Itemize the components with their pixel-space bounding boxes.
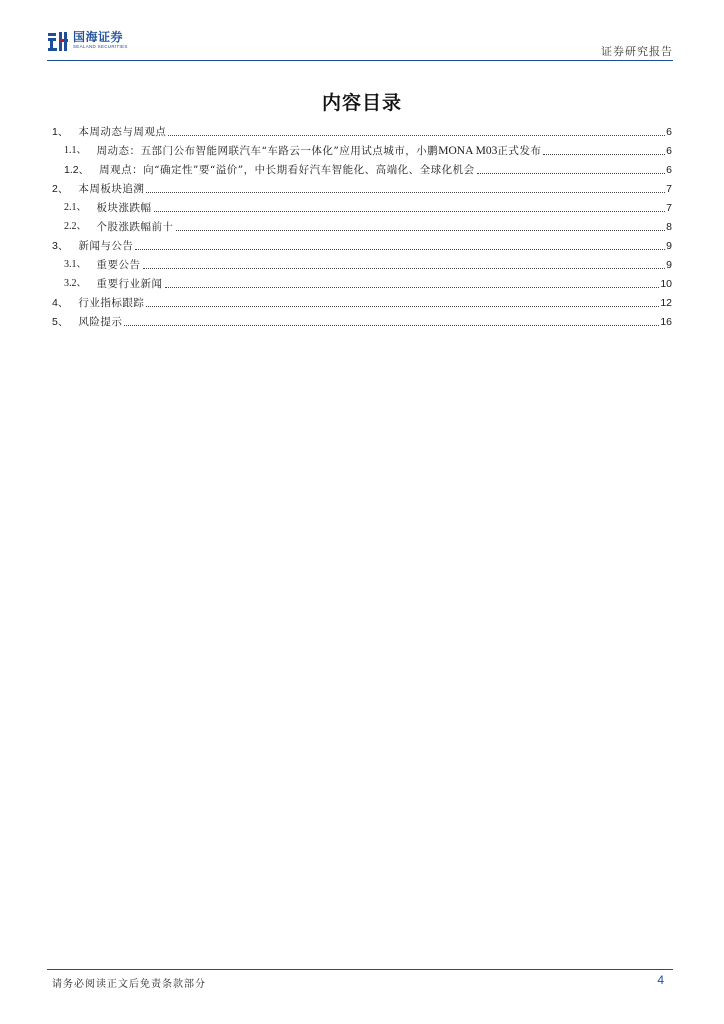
footer-disclaimer: 请务必阅读正文后免责条款部分: [52, 979, 206, 990]
toc-entry[interactable]: [52, 234, 672, 253]
toc-entry-page: 16: [660, 316, 672, 328]
toc-entry[interactable]: [52, 253, 672, 272]
toc-entry-page: 6: [666, 145, 672, 157]
toc-entry-number: 2、: [52, 183, 69, 195]
toc-entry-page: 6: [666, 164, 672, 176]
toc-dot-leader: [124, 325, 659, 326]
toc-entry-title-part: 正式发布: [497, 145, 542, 157]
toc-dot-leader: [477, 173, 665, 174]
header-divider: [47, 60, 673, 61]
toc-entry-title: 新闻与公告: [78, 240, 134, 252]
footer-page-number: 4: [657, 973, 664, 987]
toc-entry-number: 2.1、: [64, 202, 87, 213]
toc-entry[interactable]: [52, 158, 672, 177]
toc-entry-page: 8: [666, 221, 672, 233]
report-type-label: 证券研究报告: [601, 45, 673, 58]
toc-dot-leader: [176, 230, 666, 231]
toc-entry-title: 重要行业新闻: [96, 278, 163, 290]
toc-entry[interactable]: [52, 139, 672, 158]
toc-title: 内容目录: [321, 92, 402, 114]
company-logo: [47, 31, 128, 53]
toc-entry-page: 12: [660, 297, 672, 309]
toc-entry-title: 周观点：向“确定性”要“溢价”，中长期看好汽车智能化、高端化、全球化机会: [99, 164, 475, 176]
toc-entry-title: 风险提示: [78, 316, 123, 328]
toc-entry-number: 1、: [52, 126, 69, 138]
toc-entry-number: 3.2、: [64, 278, 87, 289]
toc-entry[interactable]: [52, 291, 672, 310]
toc-entry-number: 3.1、: [64, 259, 87, 270]
toc-entry-page: 7: [666, 183, 672, 195]
logo-english-name: SEALAND SECURITIES: [73, 44, 128, 49]
toc-dot-leader: [165, 287, 660, 288]
toc-entry-page: 9: [666, 240, 672, 252]
toc-entry-number: 2.2、: [64, 221, 87, 232]
toc-entry-title: 板块涨跌幅: [96, 202, 152, 214]
toc-dot-leader: [154, 211, 666, 212]
toc-entry-number: 1.2、: [64, 164, 90, 176]
toc-entry-title: 行业指标跟踪: [78, 297, 145, 309]
toc-entry-number: 3、: [52, 240, 69, 252]
toc-entry[interactable]: [52, 120, 672, 139]
toc-entry[interactable]: [52, 177, 672, 196]
toc-dot-leader: [168, 135, 665, 136]
toc-entry-page: 7: [666, 202, 672, 214]
toc-entry-page: 9: [666, 259, 672, 271]
toc-entry-page: 10: [660, 278, 672, 290]
toc-dot-leader: [543, 154, 665, 155]
toc-entry-title: 本周动态与周观点: [78, 126, 167, 138]
toc-entry-title: 重要公告: [96, 259, 141, 271]
toc-entry-number: 1.1、: [64, 145, 87, 156]
toc-dot-leader: [146, 306, 659, 307]
page-header: [47, 28, 673, 60]
toc-entry[interactable]: [52, 272, 672, 291]
toc-entry-title: [97, 144, 542, 158]
toc-entry-title: 本周板块追溯: [78, 183, 145, 195]
toc-entry[interactable]: [52, 196, 672, 215]
toc-entry-title-latin: MONA M03: [438, 145, 498, 157]
toc-entry-title-part: 周动态：五部门公布智能网联汽车“车路云一体化”应用试点城市，小鹏: [96, 145, 439, 157]
logo-chinese-name: 国海证券: [73, 30, 124, 44]
footer-divider: [47, 969, 673, 970]
toc-entry-page: 6: [666, 126, 672, 138]
toc-dot-leader: [135, 249, 665, 250]
toc-entry-title: 个股涨跌幅前十: [96, 221, 174, 233]
logo-mark-icon: [47, 31, 69, 53]
toc-dot-leader: [143, 268, 666, 269]
toc-dot-leader: [146, 192, 665, 193]
toc-entry[interactable]: [52, 310, 672, 329]
table-of-contents: [52, 120, 672, 329]
toc-entry[interactable]: [52, 215, 672, 234]
toc-entry-number: 5、: [52, 316, 69, 328]
toc-entry-number: 4、: [52, 297, 69, 309]
